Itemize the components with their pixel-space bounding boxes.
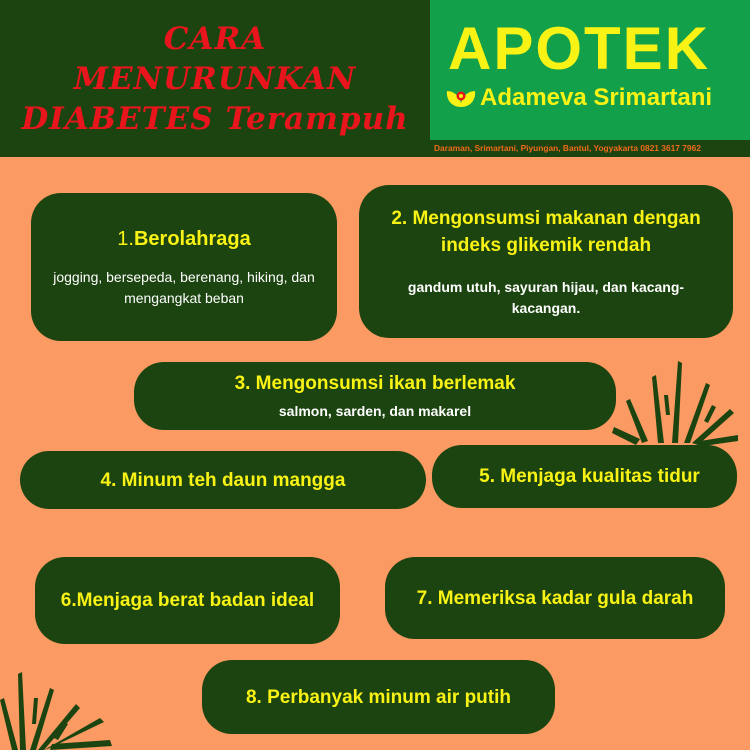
tip-card-4 [20,451,426,509]
tip-3-title: 3. Mengonsumsi ikan berlemak [234,373,516,394]
title-line-2: MENURUNKAN [73,60,357,97]
tip-card-8 [202,660,555,734]
brand-name: APOTEK [448,15,711,82]
title-panel [0,0,430,157]
tip-card-1 [31,193,337,341]
title-line-1: CARA [163,20,267,57]
tip-card-6 [35,557,340,644]
leaf-logo-icon [445,87,477,109]
tip-card-5 [432,445,737,508]
tip-1-number: 1. [117,227,134,250]
tip-card-3 [134,362,616,430]
tip-2-desc: gandum utuh, sayuran hijau, dan kacang-kacangan. [407,278,685,316]
brand-panel [430,0,750,157]
tip-card-7 [385,557,725,639]
tip-8-title: 8. Perbanyak minum air putih [245,686,512,708]
tip-4-title: 4. Minum teh daun mangga [100,469,346,491]
tip-2-title: 2. Mengonsumsi makanan dengan indeks glikemik rendah [391,207,701,256]
tip-6-title: 6.Menjaga berat badan ideal [60,590,315,611]
tip-1-title [117,226,250,253]
address-text: Daraman, Srimartani, Piyungan, Bantul, Yogyakarta 0821 3617 7962 [434,143,701,153]
tip-1-label: Berolahraga [133,227,251,250]
burst-decoration-icon [612,355,740,447]
tip-card-2 [359,185,733,338]
burst-decoration-icon [0,668,120,750]
tip-3-desc: salmon, sarden, dan makarel [278,403,472,419]
brand-box [430,0,750,140]
tip-7-title: 7. Memeriksa kadar gula darah [416,587,694,609]
tip-1-desc: jogging, bersepeda, berenang, hiking, dan mengangkat beban [53,268,315,306]
tip-5-title: 5. Menjaga kualitas tidur [479,466,700,487]
brand-subtitle: Adameva Srimartani [480,84,713,111]
title-line-3: DIABETES Terampuh [21,100,409,137]
